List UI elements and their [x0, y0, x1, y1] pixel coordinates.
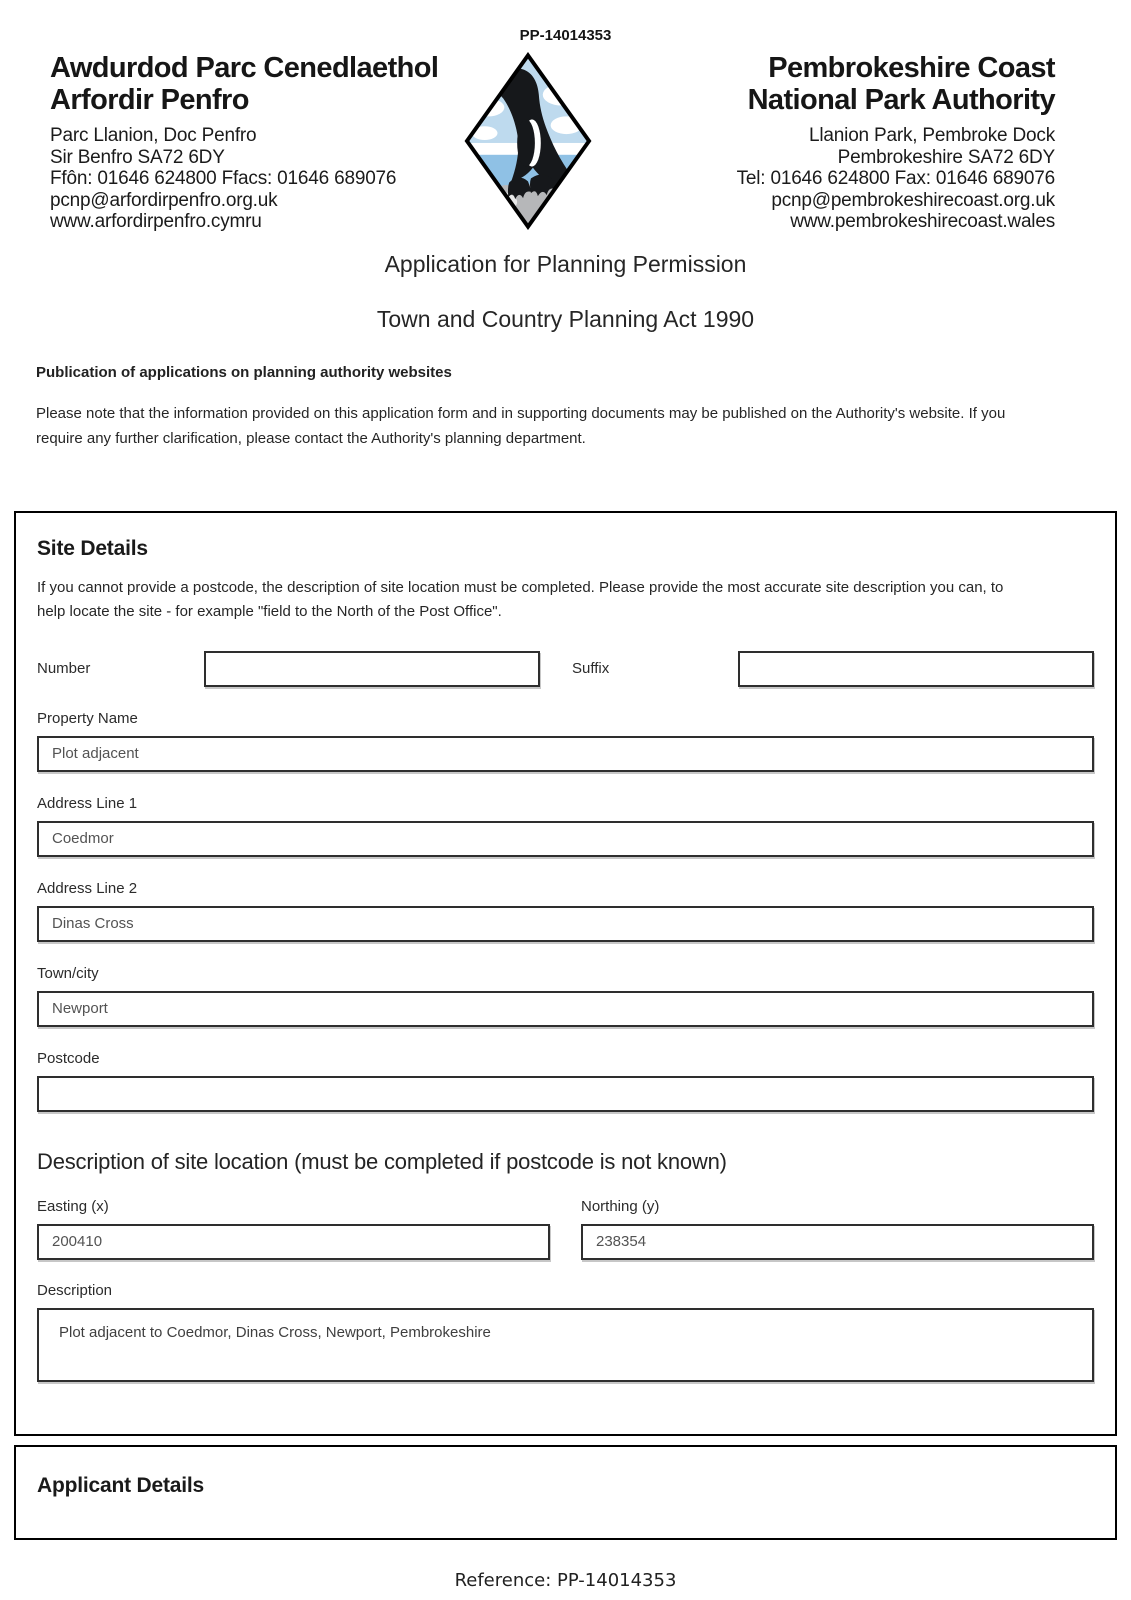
- org-name-english: Pembrokeshire Coast National Park Authority: [747, 52, 1055, 116]
- org-name-welsh: Awdurdod Parc Cenedlaethol Arfordir Penfro: [50, 52, 439, 116]
- number-suffix-row: [37, 651, 1094, 687]
- site-location-heading: Description of site location (must be completed if postcode is not known): [37, 1148, 727, 1174]
- suffix-input[interactable]: [738, 651, 1094, 687]
- publication-note-body: Please note that the information provided on this application form and in supporting documents may be published on the Authority's website. If you require any further clarification, please contact the Authority's planning department.: [36, 404, 1006, 447]
- address-line: Llanion Park, Pembroke Dock: [809, 125, 1055, 146]
- site-details-heading: Site Details: [37, 536, 148, 560]
- org-address-english: [605, 125, 1055, 233]
- property-name-label: Property Name: [37, 709, 138, 727]
- easting-input[interactable]: [37, 1224, 550, 1260]
- phone-fax-line: Ffôn: 01646 624800 Ffacs: 01646 689076: [50, 168, 397, 189]
- town-city-label: Town/city: [37, 964, 99, 982]
- letterhead-welsh-block: [0, 52, 450, 233]
- org-address-welsh: [50, 125, 450, 233]
- site-details-section: [14, 511, 1117, 1436]
- website-line: www.arfordirpenfro.cymru: [50, 211, 262, 232]
- form-subtitle: Town and Country Planning Act 1990: [376, 305, 755, 332]
- address-line-1-group: [37, 795, 1094, 857]
- northing-input[interactable]: [581, 1224, 1094, 1260]
- email-line: pcnp@arfordirpenfro.org.uk: [50, 189, 278, 211]
- description-group: [37, 1282, 1094, 1382]
- website-line: www.pembrokeshirecoast.wales: [790, 211, 1055, 232]
- town-city-input[interactable]: [37, 991, 1094, 1027]
- letterhead-english-block: [605, 52, 1131, 233]
- form-title: Application for Planning Permission: [384, 250, 747, 277]
- easting-label: Easting (x): [37, 1197, 109, 1215]
- address-line: Pembrokeshire SA72 6DY: [837, 146, 1055, 168]
- property-name-group: [37, 710, 1094, 772]
- property-name-input[interactable]: [37, 736, 1094, 772]
- address-line-2-label: Address Line 2: [37, 879, 138, 897]
- address-line-2-group: [37, 880, 1094, 942]
- razorbill-diamond-logo-icon: [464, 52, 592, 230]
- postcode-group: [37, 1050, 1094, 1112]
- description-textarea[interactable]: [37, 1308, 1094, 1382]
- form-reference-number: PP-14014353: [519, 27, 612, 44]
- publication-note-heading: Publication of applications on planning authority websites: [36, 363, 452, 381]
- easting-group: [37, 1198, 550, 1260]
- address-line-2-input[interactable]: [37, 906, 1094, 942]
- phone-fax-line: Tel: 01646 624800 Fax: 01646 689076: [736, 168, 1055, 189]
- northing-group: [581, 1198, 1094, 1260]
- site-details-intro: If you cannot provide a postcode, the description of site location must be completed. Please provide the most accurate site description you can, to help locate the site - for example "field to the North of the Post Office".: [37, 578, 1004, 620]
- address-line: Sir Benfro SA72 6DY: [50, 146, 225, 168]
- logo-container: [450, 52, 605, 230]
- address-line-1-label: Address Line 1: [37, 794, 138, 812]
- northing-label: Northing (y): [581, 1197, 660, 1215]
- postcode-label: Postcode: [37, 1049, 100, 1067]
- applicant-details-heading: Applicant Details: [37, 1473, 204, 1497]
- town-city-group: [37, 965, 1094, 1027]
- address-line-1-input[interactable]: [37, 821, 1094, 857]
- address-line: Parc Llanion, Doc Penfro: [50, 125, 257, 146]
- number-label: Number: [37, 660, 91, 677]
- description-label: Description: [37, 1281, 113, 1299]
- footer-reference: Reference: PP-14014353: [454, 1569, 677, 1591]
- number-input[interactable]: [204, 651, 540, 687]
- publication-note: [36, 364, 1095, 451]
- suffix-label: Suffix: [572, 660, 610, 677]
- applicant-details-section: [14, 1445, 1117, 1540]
- easting-northing-row: [37, 1198, 1094, 1260]
- postcode-input[interactable]: [37, 1076, 1094, 1112]
- email-line: pcnp@pembrokeshirecoast.org.uk: [771, 189, 1055, 211]
